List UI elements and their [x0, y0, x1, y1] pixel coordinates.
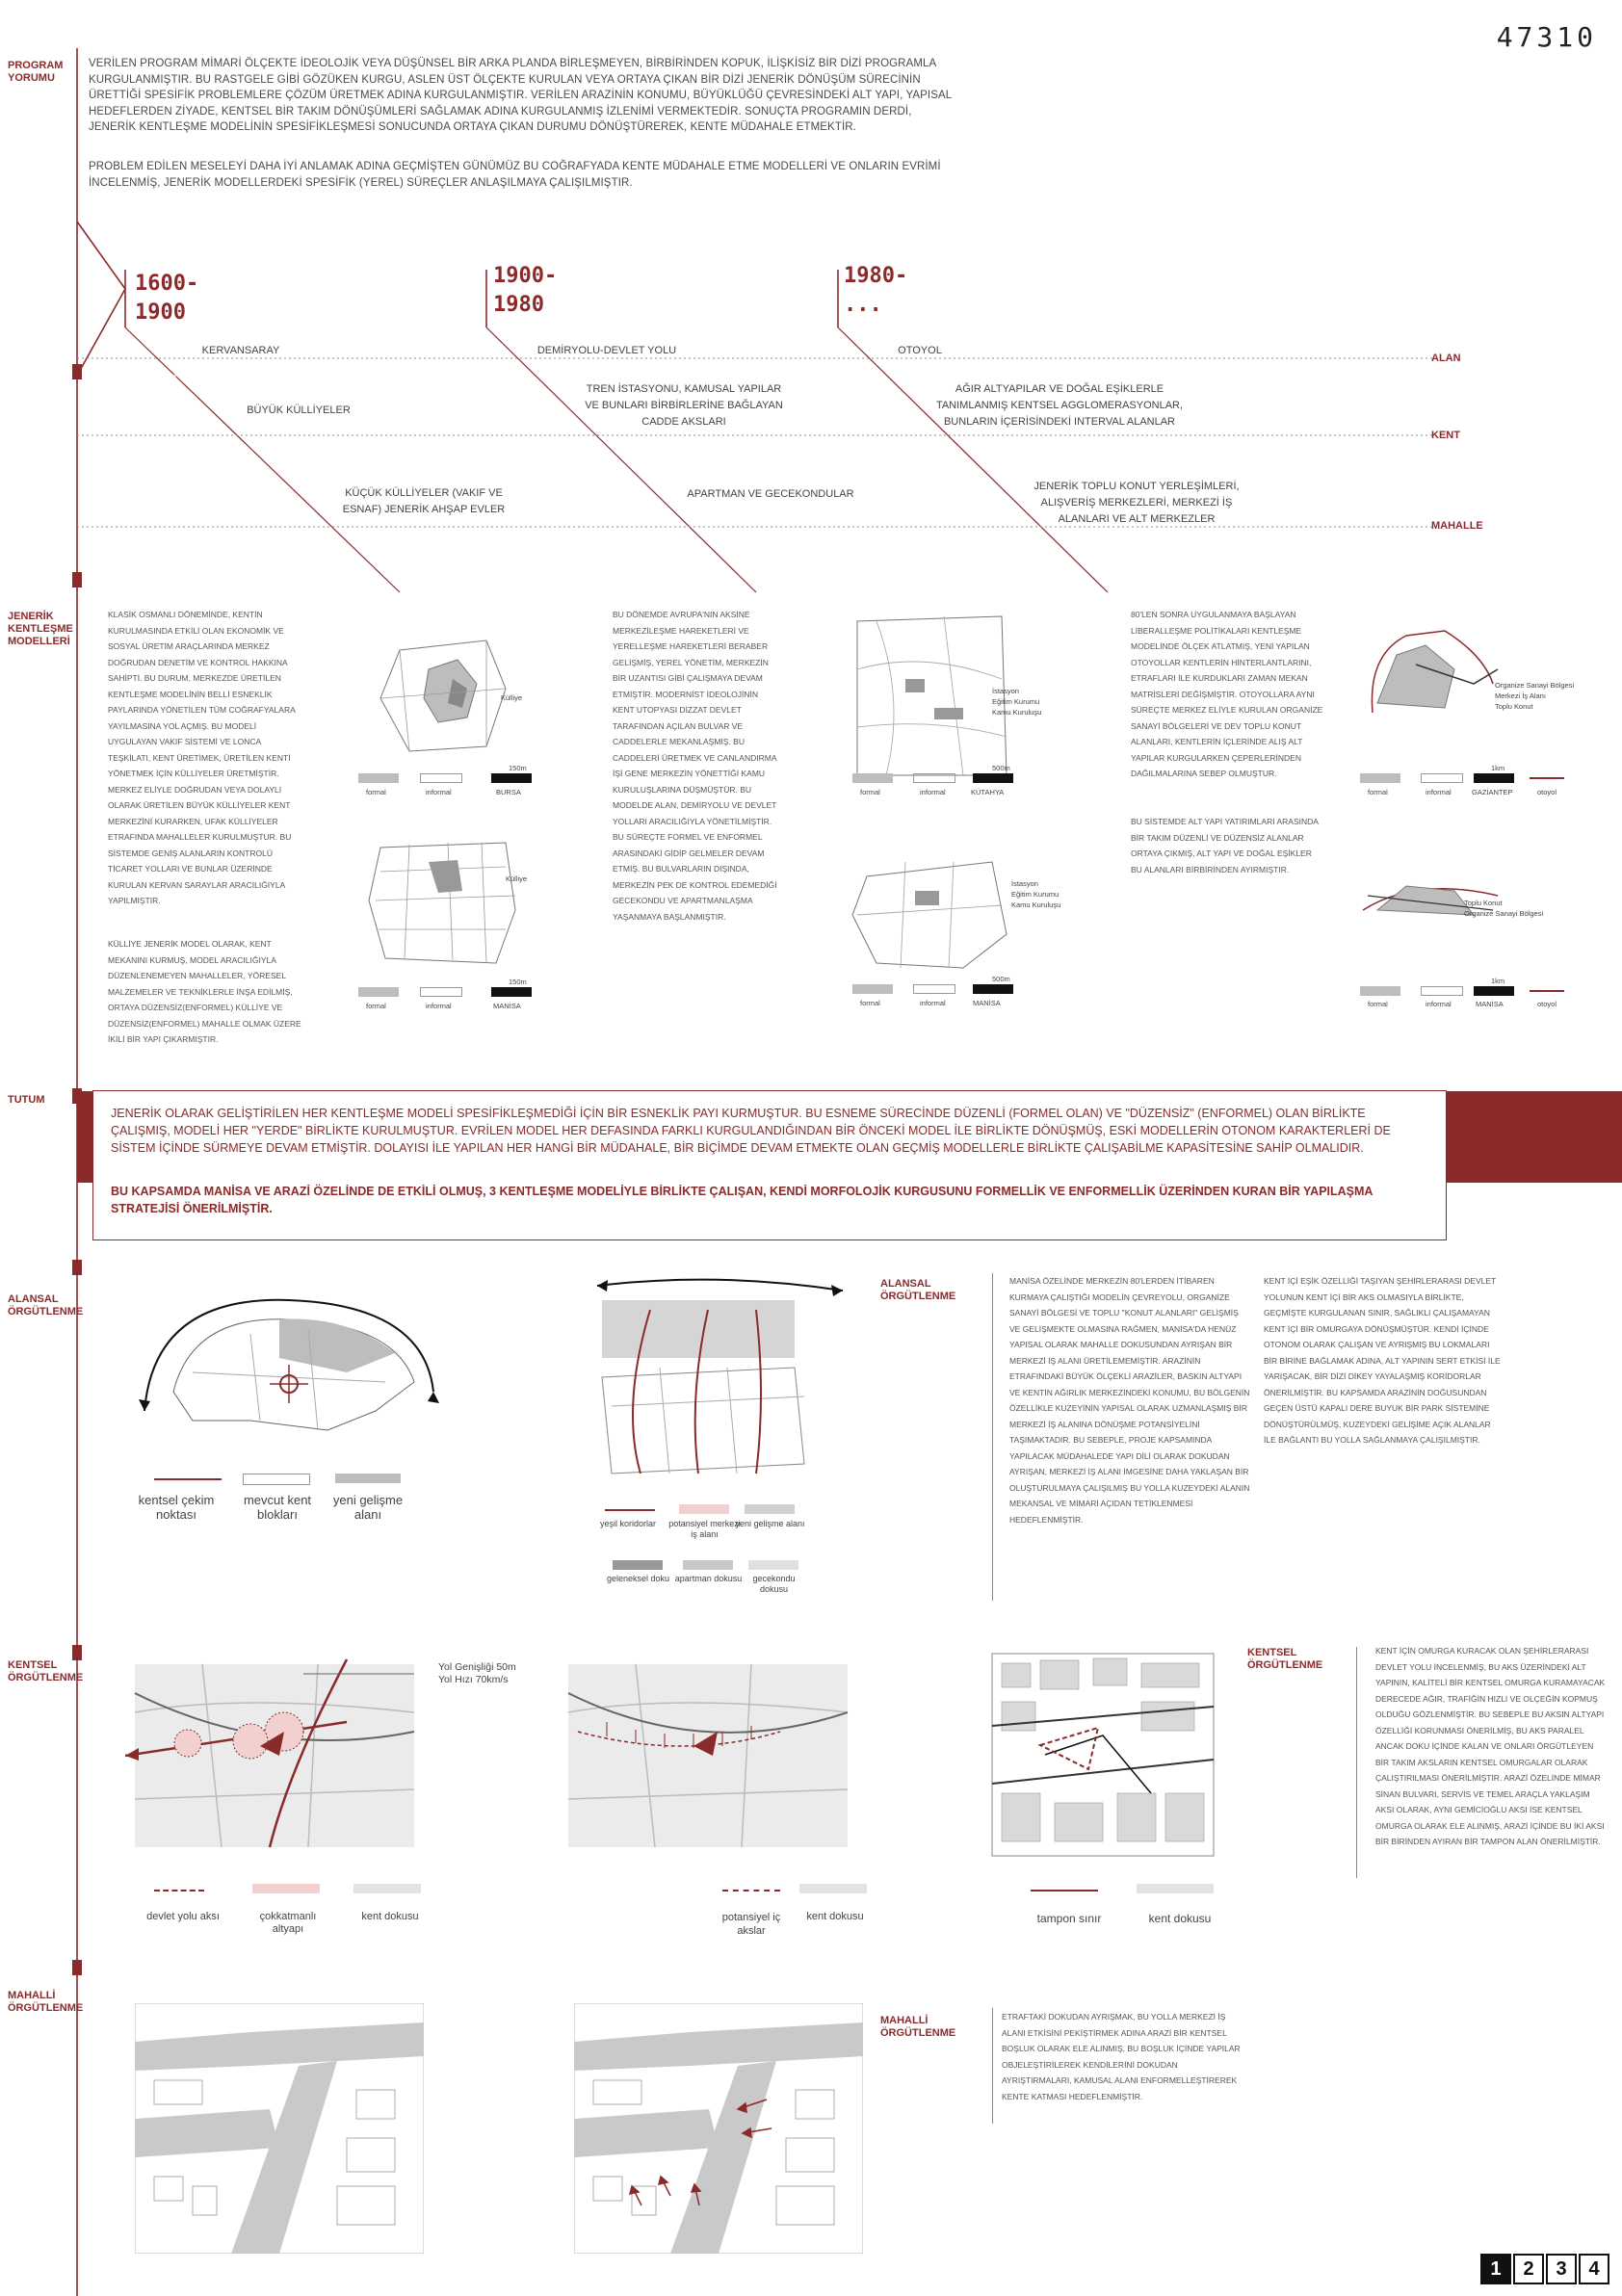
kentsel-legend-3-sw2 [1137, 1884, 1214, 1893]
kentsel-text: KENT İÇİN OMURGA KURACAK OLAN ŞEHİRLERARASI DEVLET YOLU İNCELENMİŞ, BU AKS ÜZERİNDEKİ ALT YAPININ, KALİTELİ BİR KENTSEL OMURGA KURAMAYACAK DERECEDE AĞIR, TRAFİĞİN HIZLI VE OLÇEĞİN KOPMUŞ OLDUĞU GÖZLENMİŞTİR. BU SEBEPLE BU AKSIN ALTYAPI ÖZELLİĞİ KORUNMASI ÖNERİLMİŞ, BU AKS PARALEL ANCAK DOKU İÇİNDE KALAN VE ONLARI ÖRGÜTLEYEN BİR TAKIM AKSLARIN KENTSEL OMURGALAR OLARAK ÇALIŞTIRILMASI ÖNERİLMİŞTİR. ARAZİ ÖZELİNDE MİMAR SİNAN BULVARI, SERVİS VE TEMEL ARAÇLA YAKLAŞIM AKSI OLARAK, AYNI GEMİCİOĞLU AKSI İSE KENTSEL OMURGA OLARAK ELE ALINMIŞ, ARAZİ İÇİNDE BU İKİ AKSI BİR BİRİNDEN AYIRAN BİR TAMPON ALAN ÖNERİLMİŞTİR. [1375, 1646, 1606, 1846]
page-4-button[interactable]: 4 [1579, 2254, 1609, 2284]
map-bursa [371, 631, 515, 756]
mahalli-divider [992, 2008, 993, 2124]
label-alansal: ALANSAL ÖRGÜTLENME [8, 1293, 84, 1318]
legend-informal-swatch-4 [913, 984, 955, 994]
page-2-button[interactable]: 2 [1513, 2254, 1544, 2284]
kentsel-legend-1-sw1 [154, 1890, 204, 1893]
legend-formal-5: formal [1368, 788, 1388, 796]
kentsel-legend-2-t2: kent dokusu [806, 1911, 864, 1922]
alansal-legend-2-t2: potansiyel merkezi iş alanı [668, 1519, 741, 1539]
program-text-2: PROBLEM EDİLEN MESELEYİ DAHA İYİ ANLAMAK ADINA GEÇMİŞTEN GÜNÜMÜZ BU COĞRAFYADA KENTE MÜDAHALE ETME MODELLERİ VE ONLARIN EVRİMİ İNCELENMİŞ, JENERİK MODELLERDEKİ SPESİFİK (YEREL) SÜREÇLER ANLAŞILMAYA ÇALIŞILMIŞTIR. [89, 161, 941, 189]
era-connector [77, 222, 125, 289]
legend-otoyol-swatch-5 [1530, 777, 1564, 779]
tl-mahalle-1: KÜÇÜK KÜLLİYELER (VAKIF VE ESNAF) JENERİK AHŞAP EVLER [342, 487, 506, 515]
alansal-legend-2-t4: geleneksel doku [606, 1574, 670, 1583]
city-manisa-3: MANİSA [1476, 1000, 1504, 1008]
legend-formal-swatch [358, 773, 399, 783]
kentsel-legend-3-sw1 [1031, 1890, 1098, 1892]
kentsel-legend-2-sw1 [722, 1890, 780, 1893]
legend-formal-2: formal [366, 1002, 386, 1010]
legend-informal-4: informal [920, 999, 946, 1007]
kentsel-legend-2-sw2 [799, 1884, 867, 1893]
scale-kent: KENT [1431, 430, 1460, 441]
scale-bar-3: 1km [1491, 764, 1505, 772]
legend-dark-swatch [491, 773, 532, 783]
kentsel-diagram-2 [559, 1655, 857, 1857]
kulliye-label-1: Külliye [501, 693, 523, 702]
city-manisa-1: MANİSA [493, 1002, 521, 1010]
legend-formal-swatch-4 [852, 984, 893, 994]
map-gaziantep [1358, 616, 1503, 732]
diag-1980 [838, 327, 1108, 592]
legend-informal-swatch-6 [1421, 986, 1463, 996]
legend-informal-swatch-2 [420, 987, 462, 997]
legend-formal: formal [366, 788, 386, 796]
legend-informal-5: informal [1426, 788, 1452, 796]
scale-alan: ALAN [1431, 352, 1461, 364]
tl-mahalle-3: JENERİK TOPLU KONUT YERLEŞİMLERİ, ALIŞVERİŞ MERKEZLERİ, MERKEZİ İŞ ALANLARI VE ALT MERKEZLER [1033, 481, 1240, 525]
alansal-text-2: KENT İÇİ EŞİK ÖZELLİĞİ TAŞIYAN ŞEHİRLERARASI DEVLET YOLUNUN KENT İÇİ BİR AKS OLMASIYLA BİRLİKTE, GEÇMİŞTE KURGULANAN SINIR, SAĞLIKLI ÇALIŞAMAYAN KENT İÇİ BİR OMURGAYA DÖNÜŞMÜŞTÜR. KENDİ İÇİNDE OTONOM OLARAK ÇALIŞAN VE AYRIŞMIŞ BU LOKMALARI BİR BİRİNE BAĞLAMAK ADINA, ALT YAPININ SERT ETKİSİ İLE YARIŞACAK, BİR DİZİ DİKEY YAYALAŞMIŞ KORİDORLAR ÖNERİLMİŞTİR. BU KAPSAMDA ARAZİNİN DOĞUSUNDAN GEÇEN ÜSTÜ KAPALI DERE BUYUK BİR PARK SİSTEMİNE DÖNÜŞTÜRÜLMÜŞ, KUZEYDEKİ GELİŞİME AÇIK ALANLAR İLE BAĞLANTI BU YOLLA SAĞLANMAYA ÇALIŞILMIŞTIR. [1264, 1276, 1501, 1445]
city-gaziantep: GAZİANTEP [1472, 788, 1513, 796]
diag-1900 [486, 327, 756, 592]
map-manisa-1 [361, 833, 520, 968]
istasyon-label-2: İstasyon Eğitim Kurumu Kamu Kuruluşu [1011, 879, 1061, 909]
era-1980: 1980- ... [844, 264, 908, 317]
kentsel-legend-1-t2: çokkatmanlı altyapı [259, 1911, 317, 1935]
legend-formal-swatch-6 [1360, 986, 1400, 996]
label-jenerik: JENERİK KENTLEŞME MODELLERİ [8, 611, 73, 647]
label-mahalli: MAHALLİ ÖRGÜTLENME [8, 1990, 84, 2014]
program-text-1: VERİLEN PROGRAM MİMARİ ÖLÇEKTE İDEOLOJİK VEYA DÜŞÜNSEL BİR ARKA PLANDA BİRLEŞMEYEN, BİRBİRİNDEN KOPUK, İLİŞKİSİZ BİR DİZİ PROGRAMLA KURGULANMIŞTIR. BU RASTGELE GİBİ GÖZÜKEN KURGU, ASLEN ÜST ÖLÇEKTE KURULAN VEYA ORTAYA ÇIKAN BİR DİZİ JENERİK DÖNÜŞÜM SÜRECİNİN ÜRETTİĞİ SPESİFİK PROBLEMLERE ÇÖZÜM ÜRETMEK ADINA KURGULANMIŞTIR. VERİLEN ARAZİNİN KONUMU, BÜYÜKLÜĞÜ ÇEVRESİNDEKİ ALT YAPI, YAPISAL HEDEFLERDEN ZİYADE, KENTSEL BİR TAKIM DÖNÜŞÜMLERİ SAĞLAMAK ADINA KURGULANMIŞ İZLENİMİ VERMEKTEDİR. SONUÇTA PROGRAMIN DERDİ, JENERİK KENTLEŞME MODELİNİN SPESİFİKLEŞMESİ SONUCUNDA ORTAYA ÇIKAN DURUMU DÖNÜŞTÜREREK, KENTE MÜDAHALE ETMEKTİR. [89, 58, 952, 133]
alansal-diagram-2 [583, 1271, 852, 1502]
alansal-legend-2-sw3 [745, 1504, 795, 1514]
alansal-legend-swatch-red [154, 1478, 222, 1480]
scale-bar-1b: 150m [509, 978, 527, 986]
alansal-legend-2-sw1 [605, 1509, 655, 1511]
kentsel-diagram-3 [987, 1649, 1218, 1861]
alansal-diagram-1 [135, 1276, 443, 1469]
kentsel-legend-2-t1: potansiyel iç akslar [721, 1912, 781, 1937]
tutum-box [92, 1090, 1447, 1240]
tl-alan-3: OTOYOL [898, 345, 942, 356]
legend-dark-swatch-4 [973, 984, 1013, 994]
kentsel-divider [1356, 1647, 1357, 1878]
istasyon-label-1: İstasyon Eğitim Kurumu Kamu Kuruluşu [992, 687, 1042, 717]
page-3-button[interactable]: 3 [1546, 2254, 1577, 2284]
mahalli-diagram-2 [574, 2003, 863, 2254]
alansal-legend-swatch-gray [335, 1474, 401, 1483]
alansal-legend-2-t5: apartman dokusu [674, 1574, 743, 1583]
jenerik-text-3: BU DÖNEMDE AVRUPA'NIN AKSİNE MERKEZİLEŞME HAREKETLERİ VE YERELLEŞME HAREKETLERİ BERABER GELİŞMİŞ, YEREL YÖNETİM, MERKEZİN BİR UZANTISI GİBİ ÇALIŞMAYA DEVAM ETMİŞTİR. MODERNİST İDEOLOJİNİN KENT UTOPYASI DİZZAT DEVLET TARAFINDAN AÇILAN BULVAR VE CADDELERLE MEKANLAŞMIŞ. BU CADDELERİ ÜRETMEK VE CANLANDIRMA İŞİ GENE MERKEZİN YÖNETTİĞİ KAMU KURULUŞLARINA DÜŞMÜŞTÜR. BU MODELDE ALAN, DEMİRYOLU VE DEVLET YOLLARI ARACILIĞIYLA YÖNETİLMİŞTİR. BU SÜREÇTE FORMEL VE ENFORMEL ARASINDAKİ GİDİP GELMELER DEVAM ETMİŞ. BU BULVARLARIN DIŞINDA, MERKEZİN PEK DE KONTROL EDEMEDİĞİ GECEKONDU VE APARTMANLAŞMA YAŞANMAYA BAŞLANMIŞTIR. [613, 610, 777, 922]
jenerik-text-4: 80'LEN SONRA UYGULANMAYA BAŞLAYAN LİBERALLEŞME POLİTİKALARI KENTLEŞME MODELİNDE ÖLÇEK ATLATMIŞ, YENİ YAPILAN OTOYOLLAR KENTLERİN HİNTERLANTLARINI, ETRAFLARI İLE KURDUKLARI ZAMAN MEKAN MATRİSLERİ DEĞİŞMİŞTİR. OTOYOLLARA AYNI SÜREÇTE MERKEZ ELİYLE KURULAN ORGANİZE SANAYİ BÖLGELERİ VE DEV TOPLU KONUT ALANLARI, KENTLERİN İÇLERİNDE ALIŞ ALT YAPILAR KURGULARKEN ÇEPERLERİNDEN DAĞILMALARINA SEBEP OLMUŞTUR. [1131, 610, 1323, 778]
page-id: 47310 [1496, 21, 1597, 53]
kentsel-title-right: KENTSEL ÖRGÜTLENME [1247, 1647, 1323, 1671]
tl-mahalle-2: APARTMAN VE GECEKONDULAR [687, 488, 854, 500]
legend-formal-6: formal [1368, 1000, 1388, 1008]
tl-alan-2: DEMİRYOLU-DEVLET YOLU [536, 345, 677, 356]
legend-informal-swatch-5 [1421, 773, 1463, 783]
city-kutahya: KÜTAHYA [971, 788, 1005, 796]
kentsel-legend-1-t1: devlet yolu aksı [146, 1911, 220, 1922]
alansal-legend-1-t3: yeni gelişme alanı [332, 1493, 404, 1522]
alansal-legend-2-t1: yeşil koridorlar [599, 1519, 657, 1528]
city-manisa-2: MANİSA [973, 999, 1001, 1007]
kentsel-diagram-1 [125, 1655, 433, 1857]
alansal-legend-2-sw5 [683, 1560, 733, 1570]
jenerik-text-1: KLASİK OSMANLI DÖNEMİNDE, KENTİN KURULMASINDA ETKİLİ OLAN EKONOMİK VE SOSYAL ÜRETİM ARAÇLARINDA MERKEZ DOĞRUDAN DENETİM VE KONTROL HAKKINA SAHİPTİ. BU DURUM, MERKEZDE ÜRETİLEN KENTLEŞME MODELİNİN BELLİ ESNEKLİK PAYLARINDA YÖNETİLEN TÜM COĞRAFYALARA YAYILMASINA YOL AÇMIŞ. BU MODELİ UYGULAYAN VAKIF SİSTEMİ VE LONCA TEŞKİLATI, KENT ÜRETİMEK, ÜRETİLEN KENTİ YÖNETMEK İÇİN KÜLLİYELER ÜRETMİŞTİR. MERKEZ ELİYLE DOĞRUDAN VEYA DOLAYLI OLARAK ÜRETİLEN BÜYÜK KÜLLİYELER KENT MERKEZİNİ KURARKEN, UFAK KÜLLİYELER ETRAFINDA MAHALLELER KURULMUŞTUR. BU SİSTEMDE GENİŞ ALANLARIN KONTROLÜ TİCARET YOLLARI VE BUNLAR ÜZERİNDE KURULAN KERVAN SARAYLAR ARACILIĞIYLA YAPILMIŞTIR. [108, 610, 296, 905]
tutum-text-1: JENERİK OLARAK GELİŞTİRİLEN HER KENTLEŞME MODELİ SPESİFİKLEŞMEDİĞİ İÇİN BİR ESNEKLİK PAYI KURMUŞTUR. BU ESNEME SÜRECİNDE DÜZENLİ (FORMEL OLAN) VE "DÜZENSİZ" (ENFORMEL) OLAN BİRLİKTE ÇALIŞMIŞ, MODELİ HER "YERDE" BİRLİKTE KURULMUŞTUR. EVRİLEN MODEL HER DEFASINDA FARKLI KURGULANDIĞINDAN BİR ÖNCEKİ MODEL İLE BİRLİKTE DÖNÜŞMÜŞ, ESKİ MODELLERİN OTONOM KARAKTERLERİ DE SİSTEM İÇİNDE SÜRMEYE DEVAM ETMİŞTİR. DOLAYISI İLE YAPILAN HER HANGİ BİR MÜDAHALE, BİR BİÇİMDE DEVAM ETMEKTE OLAN GEÇMİŞ MODELLERLE BİRLİKTE ÇALIŞABİLME KAPASİTESİNE SAHİP OLMALIDIR. [111, 1107, 1391, 1155]
scale-mahalle: MAHALLE [1431, 520, 1483, 532]
alansal-text-1: MANİSA ÖZELİNDE MERKEZİN 80'LERDEN İTİBAREN KURMAYA ÇALIŞTIĞI MODELİN ÇEVREYOLU, ORGANİZE SANAYİ BÖLGESİ VE TOPLU "KONUT ALANLARI" GELİŞMİŞ VE GELİŞMEKTE OLMASINA RAĞMEN, MANİSA'DA HENÜZ YAPISAL OLARAK MAHALLE DOKUSUNDAN AYRIŞAN BİR MERKEZİ İŞ ALANI ÜRETİLEMEMİŞTİR. ARAZİNİN ETRAFINDAKİ BÜYÜK ÖLÇEKLİ ARAZİLER, BASKIN ALTYAPI VE KENTİN AĞIRLIK MERKEZİNDEKİ KONUMU, BU BÖLGENİN ÖZELLİKLE KUZEYİNİN YAPISAL OLARAK UZMANLAŞMIŞ BİR MERKEZİ İŞ ALANINA DÖNÜŞME POTANSİYELİNİ TAŞIMAKTADIR. BU SEBEPLE, PROJE KAPSAMINDA YAPILACAK MÜDAHALEDE YAPI DİLİ OLARAK DOKUDAN AYRIŞAN, MERKEZİ İŞ ALANI İMGESİNE DAHA YAKLAŞAN BİR OLUŞTURULMAYA ÇALIŞILMIŞ BU YOLLA KUZEYDEKİ ALANIN MEKANSAL VE MİMARİ AÇIDAN TETİKLENMESİ HEDEFLENMİŞTİR. [1009, 1276, 1250, 1525]
label-program: PROGRAM YORUMU [8, 60, 64, 84]
alansal-title-right: ALANSAL ÖRGÜTLENME [880, 1278, 956, 1302]
mahalli-text: ETRAFTAKİ DOKUDAN AYRIŞMAK, BU YOLLA MERKEZİ İŞ ALANI ETKİSİNİ PEKİŞTİRMEK ADINA ARAZİ BİR KENTSEL BOŞLUK OLARAK ELE ALINMIŞ, BU BOŞLUK İÇİNDE YAPILAR OBJELEŞTİRİLEREK KENDİLERİNİ DOKUDAN AYRIŞTIRMALARI, KAMUSAL ALANI ENFORMELLEŞTİREREK KENTE KATMASI HEDEFLENMİŞTİR. [1002, 2012, 1241, 2101]
scale-bar-1: 150m [509, 764, 527, 772]
mahalli-title-right: MAHALLİ ÖRGÜTLENME [880, 2015, 956, 2039]
era-1600: 1600- 1900 [135, 272, 199, 325]
scale-bar-2b: 500m [992, 975, 1010, 983]
map-manisa-2 [848, 857, 1011, 973]
legend-dark-swatch-2 [491, 987, 532, 997]
mahalli-diagram-1 [135, 2003, 424, 2254]
alansal-legend-swatch-white [243, 1474, 310, 1485]
kentsel-legend-1-t3: kent dokusu [361, 1911, 419, 1922]
legend-formal-3: formal [860, 788, 880, 796]
alansal-legend-2-t3: yeni gelişme alanı [735, 1519, 805, 1528]
diag-1600 [125, 327, 400, 592]
legend-formal-swatch-3 [852, 773, 893, 783]
legend-otoyol-6: otoyol [1537, 1000, 1557, 1008]
tl-alan-1: KERVANSARAY [201, 345, 280, 356]
legend-informal: informal [426, 788, 452, 796]
jenerik-text-2: KÜLLİYE JENERİK MODEL OLARAK, KENT MEKANINI KURMUŞ, MODEL ARACILIĞIYLA DÜZENLENEMEYEN MAHALLELER, YÖRESEL MALZEMELER VE TEKNİKLERLE İNŞA EDİLMİŞ, ORTAYA DÜZENSİZ(ENFORMEL) KÜLLİYE VE DÜZENSİZ(ENFORMEL) MAHALLE OLMAK ÜZERE İKİLİ BİR YAPI ÇIKARMIŞTIR. [108, 939, 301, 1044]
legend-formal-swatch-2 [358, 987, 399, 997]
label-tutum: TUTUM [8, 1094, 45, 1106]
scale-bar-3b: 1km [1491, 977, 1505, 985]
legend-informal-swatch-3 [913, 773, 955, 783]
legend-otoyol-5: otoyol [1537, 788, 1557, 796]
kentsel-legend-3-t1: tampon sınır [1036, 1912, 1102, 1925]
tutum-text-2: BU KAPSAMDA MANİSA VE ARAZİ ÖZELİNDE DE ETKİLİ OLMUŞ, 3 KENTLEŞME MODELİYLE BİRLİKTE ÇALIŞAN, KENDİ MORFOLOJİK KURGUSUNU FORMELLİK VE ENFORMELLİK ÜZERİNDEN KURAN BİR YAPILAŞMA STRATEJİSİ ÖNERİLMİŞTİR. [111, 1185, 1373, 1215]
legend-informal-swatch [420, 773, 462, 783]
page-1-button[interactable]: 1 [1480, 2254, 1511, 2284]
legend-dark-swatch-3 [973, 773, 1013, 783]
kentsel-legend-1-sw2 [252, 1884, 320, 1893]
legend-dark-swatch-6 [1474, 986, 1514, 996]
alansal-legend-2-sw6 [748, 1560, 798, 1570]
manisa3-labels: Toplu Konut Organize Sanayi Bölgesi [1464, 899, 1544, 918]
map-kutahya [848, 612, 1011, 780]
tl-kent-1: BÜYÜK KÜLLİYELER [247, 404, 351, 416]
alansal-legend-2-t6: gecekondu dokusu [752, 1574, 796, 1594]
tl-kent-2: TREN İSTASYONU, KAMUSAL YAPILAR VE BUNLARI BİRBİRLERİNE BAĞLAYAN CADDE AKSLARI [585, 383, 783, 428]
jenerik-text-5: BU SİSTEMDE ALT YAPI YATIRIMLARI ARASINDA BİR TAKIM DÜZENLİ VE DÜZENSİZ ALANLAR ORTAYA ÇIKMIŞ, ALT YAPI VE DOĞAL EŞİKLER BU ALANLARI BİRBİRİNDEN AYIRMIŞTIR. [1131, 817, 1319, 874]
alansal-divider [992, 1273, 993, 1601]
kentsel-legend-3-t2: kent dokusu [1148, 1912, 1212, 1925]
legend-informal-2: informal [426, 1002, 452, 1010]
label-kentsel: KENTSEL ÖRGÜTLENME [8, 1659, 84, 1683]
alansal-legend-2-sw4 [613, 1560, 663, 1570]
road-note: Yol Genişliği 50m Yol Hızı 70km/s [438, 1661, 516, 1685]
alansal-legend-1-t1: kentsel çekim noktası [138, 1493, 215, 1522]
legend-otoyol-swatch-6 [1530, 990, 1564, 992]
gaziantep-labels: Organize Sanayi Bölgesi Merkezi İş Alanı Toplu Konut [1495, 681, 1575, 711]
legend-dark-swatch-5 [1474, 773, 1514, 783]
era-1900: 1900- 1980 [493, 264, 558, 317]
kentsel-legend-1-sw3 [353, 1884, 421, 1893]
kulliye-label-2: Külliye [506, 874, 528, 883]
legend-informal-6: informal [1426, 1000, 1452, 1008]
alansal-legend-2-sw2 [679, 1504, 729, 1514]
legend-formal-4: formal [860, 999, 880, 1007]
city-bursa: BURSA [496, 788, 521, 796]
alansal-legend-1-t2: mevcut kent blokları [243, 1493, 312, 1522]
scale-bar-2: 500m [992, 764, 1010, 772]
legend-informal-3: informal [920, 788, 946, 796]
legend-formal-swatch-5 [1360, 773, 1400, 783]
tl-kent-3: AĞIR ALTYAPILAR VE DOĞAL EŞİKLERLE TANIMLANMIŞ KENTSEL AGGLOMERASYONLAR, BUNLARIN İÇERİSİNDEKİ INTERVAL ALANLAR [935, 383, 1184, 428]
